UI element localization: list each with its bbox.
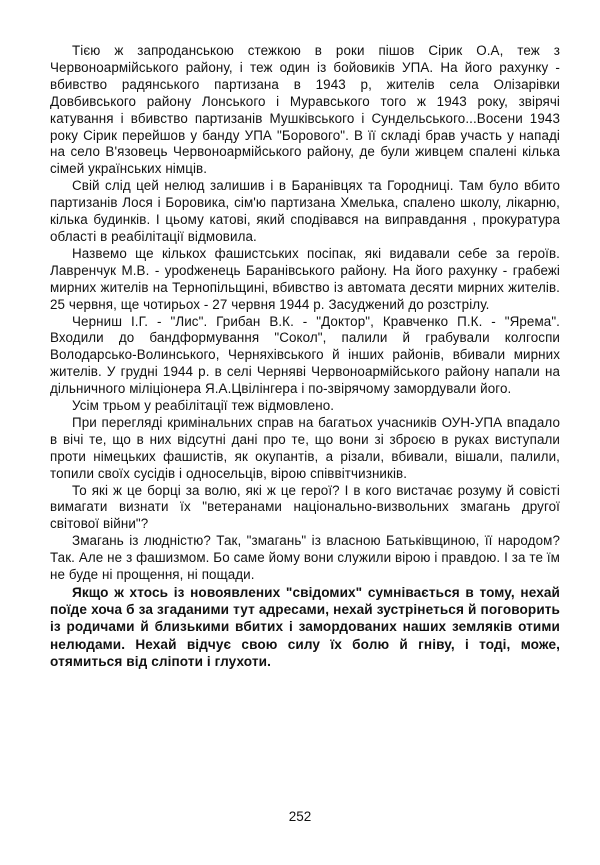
paragraph-lavrenchuk: Назвемо ще кількох фашистських посіпак, які видавали себе за героїв. Лавренчук М.В. - урodженець Баранівського району. На його рахунку - грабежі мирних жителів на Тернопільщині, вбивство із автомата десяти мирних жителів. 25 червня, ще чотирьох - 27 червня 1944 р. Засуджений до розстрілу. — [50, 245, 560, 312]
page-number: 252 — [288, 809, 312, 824]
paragraph-rehabilitation-denied: Усім трьом у реабілітації теж відмовлено. — [72, 398, 335, 414]
paragraph-baranivtsi: Свій слід цей нелюд залишив і в Баранівцях та Городниці. Там було вбито партизанів Лося і Боровика, сім'ю партизана Хмелька, спалено школу, лікарню, кілька будинків. І цьому катові, який сподівався на виправдання , прокуратура області в реабілітації відмовила. — [50, 178, 560, 244]
paragraph-chernysh: Черниш І.Г. - "Лис". Грибан В.К. - "Доктор", Кравченко П.К. - "Ярема". Входили до бандформування "Сокол", палили й грабували колгоспи Володарсько-Волинського, Черняхівського й інших районів, вбивали мирних жителів. У грудні 1944 р. в селі Черняві Червоноармійського району напали на дільничного міліціонера Я.А.Цвілінгера і по-звірячому замордували його. — [50, 313, 560, 397]
closing-paragraph: Якщо ж хтось із новоявлених "свідомих" сумнівається в тому, нехай поїде хоча б за згаданими тут адресами, нехай зустрінеться й поговорить із родичами й близькими вбитих і замордованих наших земляків отими нелюдами. Нехай відчує свою силу їх болю й гніву, і тоді, може, отямиться від сліпоти і глухоти. — [50, 585, 560, 669]
paragraph-struggle: Змагань із людністю? Так, "змагань" із власною Батьківщиною, її народом? Так. Але не з фашизмом. Бо саме йому вони служили вірою і правдою. І за те їм не буде ні прощення, ні пощади. — [50, 533, 560, 583]
paragraph-criminal-cases: При перегляді кримінальних справ на багатьох учасників ОУН-УПА впадало в вічі те, що в них відсутні дані про те, що вони зі зброєю в руках виступали проти німецьких фашистів, як окупантів, а різали, вбивали, вішали, палили, топили своїх сусідів і односельців, вірою співвітчизників. — [50, 414, 560, 481]
paragraph-freedom-fighters: То які ж це борці за волю, які ж це герої? І в кого вистачає розуму й совісті вимагати визнати їх "ветеранами національно-визвольних змагань другої світової війни"? — [50, 482, 560, 532]
body-text — [50, 43, 560, 670]
paragraph-sirik-upa: Тією ж запроданською стежкою в роки пішов Сірик О.А, теж з Червоноармійського району, і теж один із бойовиків УПА. На його рахунку - вбивство радянського партизана в 1943 р, жителів села Олізарівки Довбивського району Лонського і Муравського того ж 1943 року, звірячі катування і вбивство партизанів Мушківського і Сундельського...Восени 1943 року Сірик перейшов у банду УПА "Борового". В її складі брав участь у нападі на село В'язовець Червоноармійського району, де були живцем спалені кілька сімей українських німців. — [50, 43, 560, 177]
